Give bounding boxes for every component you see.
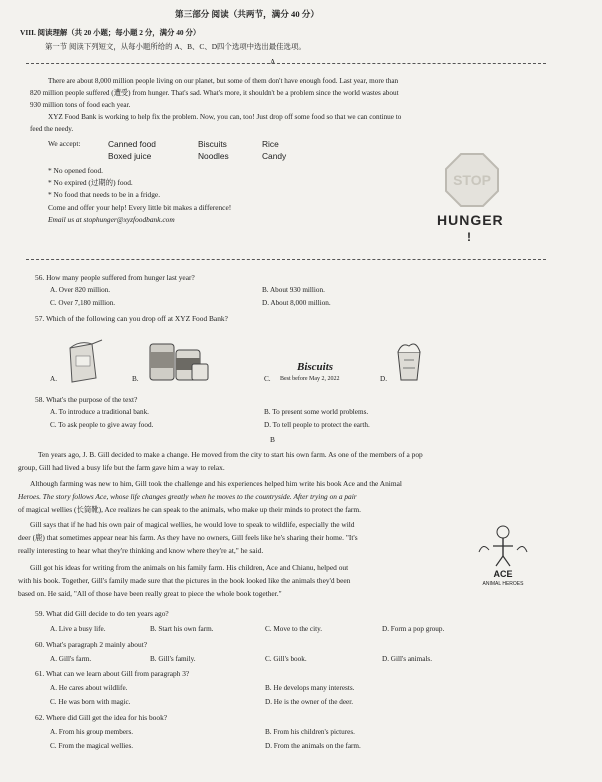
passage-b-line-4: Heroes. The story follows Ace, whose life changes greatly when he moves to the countryside. After trying on a pair (18, 492, 357, 501)
q60-option-a: A. Gill's farm. (50, 655, 92, 663)
q60: 60. What's paragraph 2 mainly about? (35, 640, 148, 649)
passage-b-line-10: with his book. Together, Gill's family made sure that the pictures in the book looked like the animals they'd been (18, 576, 351, 585)
q56-option-b: B. About 930 million. (262, 286, 325, 294)
q62-option-c: C. From the magical wellies. (50, 742, 134, 750)
passage-b-line-1: Ten years ago, J. B. Gill decided to make a change. He moved from the city to start his own farm. As one of the members of a pop (38, 450, 423, 459)
q58: 58. What's the purpose of the text? (35, 395, 138, 404)
passage-b-label: B (270, 435, 275, 444)
q57-option-b: B. (132, 375, 139, 383)
q58-option-b: B. To present some world problems. (264, 408, 369, 416)
part-title: 第三部分 阅读（共两节，满分 40 分） (175, 9, 319, 19)
email-line: Email us at stophunger@xyzfoodbank.com (48, 215, 175, 224)
q60-option-b: B. Gill's family. (150, 655, 196, 663)
q57: 57. Which of the following can you drop off at XYZ Food Bank? (35, 314, 228, 323)
q59-option-d: D. Form a pop group. (382, 625, 445, 633)
q62-option-b: B. From his children's pictures. (265, 728, 355, 736)
q59-option-c: C. Move to the city. (265, 625, 323, 633)
q61-option-a: A. He cares about wildlife. (50, 684, 128, 692)
canned-food-icon (146, 338, 210, 384)
hunger-logo: HUNGER (437, 212, 504, 228)
closing-line: Come and offer your help! Every little bit makes a difference! (48, 203, 232, 212)
bullet-opened: * No opened food. (48, 166, 104, 175)
accept-label: We accept: (48, 139, 81, 148)
passage-b-line-5: of magical wellies (长筒靴), Ace realizes he can speak to the animals, who make up their minds to protect the farm. (18, 505, 361, 514)
passage-a-label: A (270, 57, 276, 66)
bullet-expired: * No expired (过期的) food. (48, 178, 133, 187)
q61: 61. What can we learn about Gill from paragraph 3? (35, 669, 190, 678)
passage-b-line-7: deer (鹿) that sometimes appear near his farm. As they have no owners, Gill feels like he's sharing their home. "It's (18, 533, 358, 542)
food-canned: Canned food (108, 139, 156, 149)
food-candy: Candy (262, 151, 287, 161)
q56-option-d: D. About 8,000 million. (262, 299, 331, 307)
passage-a-p2-l2: feed the needy. (30, 125, 74, 133)
section-heading: VIII. 阅读理解（共 20 小题；每小题 2 分，满分 40 分） (20, 28, 201, 37)
stop-sign-icon (444, 152, 500, 208)
food-biscuits: Biscuits (198, 139, 227, 149)
q56-option-a: A. Over 820 million. (50, 286, 111, 294)
book-title-text: ACE (493, 569, 513, 579)
q61-option-d: D. He is the owner of the deer. (265, 698, 354, 706)
passage-b-line-3: Although farming was new to him, Gill took the challenge and his experiences helped him write his book Ace and the Animal (30, 479, 402, 488)
q62: 62. Where did Gill get the idea for his book? (35, 713, 168, 722)
passage-a-p1-l2: 820 million people suffered (遭受) from hunger. That's sad. What's more, it shouldn't be a problem since the world wastes about (30, 89, 399, 97)
bullet-fridge: * No food that needs to be in a fridge. (48, 190, 161, 199)
passage-b-line-9: Gill got his ideas for writing from the animals on his family farm. His children, Ace and Chianu, helped out (30, 563, 349, 572)
q57-option-a: A. (50, 375, 57, 383)
passage-b-line-11: based on. He said, "All of those have been really great to piece the whole book together." (18, 589, 282, 598)
q62-option-d: D. From the animals on the farm. (265, 742, 361, 750)
passage-b-line-8: really interesting to hear what they're thinking and know where they're at," he said. (18, 546, 264, 555)
ace-book-cover-icon (473, 518, 533, 588)
passage-a-p1-l3: 930 million tons of food each year. (30, 101, 131, 109)
passage-a-p2-l1: XYZ Food Bank is working to help fix the problem. Now, you can, too! Just drop off some food so that we can continue to (48, 113, 402, 121)
q56-option-c: C. Over 7,180 million. (50, 299, 116, 307)
food-rice: Rice (262, 139, 279, 149)
q61-option-b: B. He develops many interests. (265, 684, 355, 692)
q58-option-c: C. To ask people to give away food. (50, 421, 154, 429)
q62-option-a: A. From his group members. (50, 728, 134, 736)
biscuits-label: Biscuits (297, 361, 334, 373)
food-noodles: Noodles (198, 151, 229, 161)
passage-a-p1-l1: There are about 8,000 million people living on our planet, but some of them don't have enough food. Last year, more than (48, 77, 399, 85)
q57-option-d: D. (380, 375, 387, 383)
q59: 59. What did Gill decide to do ten years ago? (35, 609, 169, 618)
ice-cream-tub-icon (392, 338, 426, 384)
opened-snack-bag-icon (62, 338, 104, 384)
passage-b-line-2: group, Gill had lived a busy life but the farm gave him a way to relax. (18, 463, 225, 472)
q59-option-b: B. Start his own farm. (150, 625, 214, 633)
hunger-logo-mark: ! (467, 230, 471, 244)
q59-option-a: A. Live a busy life. (50, 625, 106, 633)
passage-b-line-6: Gill says that if he had his own pair of magical wellies, he would love to speak to wildlife, especially the wild (30, 520, 355, 529)
q61-option-c: C. He was born with magic. (50, 698, 131, 706)
book-subtitle-text: ANIMAL HEROES (482, 581, 524, 587)
food-juice: Boxed juice (108, 151, 152, 161)
q58-option-d: D. To tell people to protect the earth. (264, 421, 370, 429)
best-before-label: Best before May 2, 2022 (280, 376, 340, 382)
q60-option-c: C. Gill's book. (265, 655, 307, 663)
stop-sign-text: STOP (453, 172, 491, 188)
q58-option-a: A. To introduce a traditional bank. (50, 408, 149, 416)
q57-option-c: C. (264, 375, 271, 383)
section-instruction: 第一节 阅读下列短文，从每小题所给的 A、B、C、D四个选项中选出最佳选项。 (45, 42, 306, 51)
q56: 56. How many people suffered from hunger last year? (35, 273, 195, 282)
q60-option-d: D. Gill's animals. (382, 655, 433, 663)
